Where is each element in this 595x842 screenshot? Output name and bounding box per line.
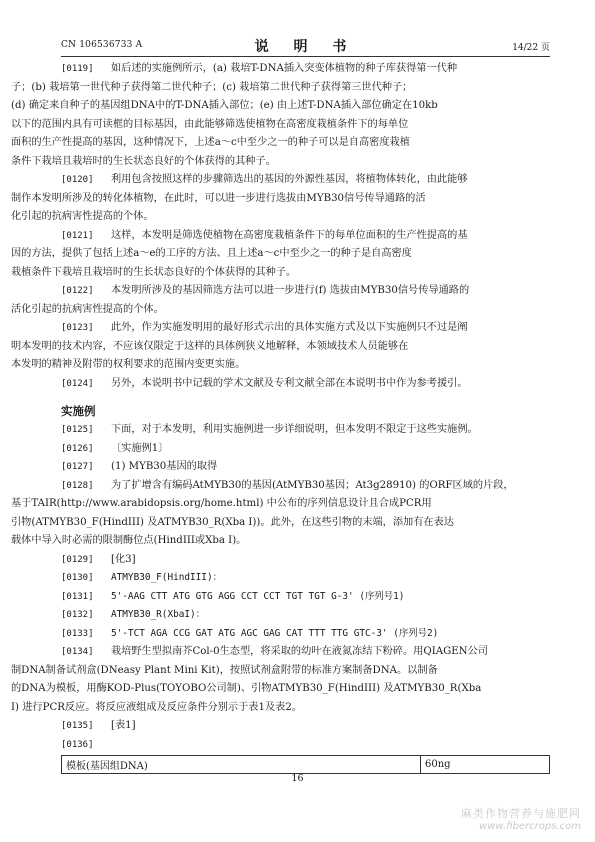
paragraph-text: 栽植条件下栽培且栽培时的生长状态良好的个体获得的其种子。 [11, 266, 297, 278]
paragraph-continuation [11, 190, 550, 209]
paragraph-text: 引物(ATMYB30_F(HindIII) 及ATMYB30_R(Xba I))。此外，在这些引物的末端，添加有在表达 [11, 516, 454, 528]
paragraph-text: 这样，本发明是筛选使植物在高密度栽植条件下的每单位面积的生产性提高的基 [111, 229, 468, 241]
paragraph-continuation [11, 680, 550, 699]
paragraph-text: 基于TAIR(http://www.arabidopsis.org/home.html) 中公布的序列信息设计且合成PCR用 [11, 498, 432, 509]
paragraph-number: [0123] [61, 323, 94, 333]
paragraph-continuation [11, 495, 550, 514]
paragraph-number: [0132] [61, 610, 94, 620]
paragraph-text: 此外，作为实施发明用的最好形式示出的具体实施方式及以下实施例只不过是阐 [111, 322, 468, 333]
page-number: 16 [291, 773, 304, 784]
paragraph-number: [0130] [61, 573, 94, 583]
paragraph-number: [0126] [61, 443, 94, 454]
section-title: 实施例 [61, 404, 96, 418]
paragraph-number: [0120] [61, 175, 94, 185]
paragraph-continuation [11, 338, 550, 357]
paragraph-continuation [11, 662, 550, 681]
paragraph-text: 子；(b) 栽培第一世代种子获得第二世代种子；(c) 栽培第二世代种子获得第三世代种子； [11, 81, 413, 93]
paragraph [61, 643, 550, 662]
paragraph-number: [0119] [61, 64, 94, 74]
paragraph-text: 如后述的实施例所示，(a) 栽培T-DNA插入突变体植物的种子库获得第一代种 [111, 63, 458, 74]
paragraph-text: 面积的生产性提高的基因，这种情况下，上述a～c中至少之一的种子可以是自高密度栽植 [11, 137, 410, 148]
paragraph-text: (d) 确定来自种子的基因组DNA中的T-DNA插入部位；(e) 由上述T-DNA插入部位确定在10kb [11, 100, 438, 111]
paragraph-number: [0136] [61, 739, 94, 750]
paragraph [61, 282, 550, 301]
paragraph [61, 421, 550, 440]
paragraph [61, 606, 550, 625]
paragraph [61, 227, 550, 246]
paragraph-text: 为了扩增含有编码AtMYB30的基因(AtMYB30基因；At3g28910) 的ORF区域的片段， [111, 479, 514, 491]
paragraph-continuation [11, 699, 550, 718]
paragraph-text: I) 进行PCR反应。将反应液组成及反应条件分别示于表1及表2。 [11, 701, 303, 713]
paragraph-text: 以下的范围内具有可读框的目标基因，由此能够筛选使植物在高密度栽植条件下的每单位 [11, 118, 409, 130]
paragraph [61, 551, 550, 570]
paragraph-text: 制DNA制备试剂盒(DNeasy Plant Mini Kit)，按照试剂盒附带的标准方案制备DNA。以制备 [11, 664, 438, 676]
paragraph-text [111, 736, 550, 755]
paragraph-text: 的DNA为模板，用酶KOD-Plus(TOYOBO公司制)、引物ATMYB30_F(HindIII) 及ATMYB30_R(Xba [11, 683, 482, 694]
paragraph-number: [0125] [61, 425, 94, 435]
paragraph-text: 活化引起的抗病害性提高的个体。 [11, 303, 164, 315]
paragraph-text: 因的方法，提供了包括上述a～e的工序的方法、且上述a～c中至少之一的种子是自高密度 [11, 248, 412, 259]
paragraph-continuation [11, 532, 550, 551]
paragraph-number: [0129] [61, 554, 94, 565]
paragraph-text: [化3] [111, 553, 136, 565]
paragraph-text: 载体中导入时必需的限制酶位点(HindIII或Xba I)。 [11, 535, 247, 546]
paragraph-text: 明本发明的技术内容，不应该仅限定于这样的具体例狭义地解释，本领域技术人员能够在 [11, 340, 409, 352]
header-divider [61, 56, 550, 57]
paragraph [61, 375, 550, 394]
table-cell-value: 60ng [421, 756, 550, 774]
paragraph-continuation [11, 208, 550, 227]
paragraph-continuation [11, 97, 550, 116]
paragraph-text: 本发明的精神及附带的权利要求的范围内变更实施。 [11, 359, 246, 370]
table-cell-label: 模板(基因组DNA) [62, 756, 421, 774]
paragraph [61, 60, 550, 79]
table-row [62, 756, 550, 774]
paragraph [61, 458, 550, 477]
paragraph-text: ATMYB30_R(XbaI)： [111, 609, 206, 620]
paragraph-text: 栽培野生型拟南芥Col-0生态型，将采取的幼叶在液氮冻结下粉碎。用QIAGEN公司 [111, 646, 488, 657]
paragraph-continuation [11, 153, 550, 172]
paragraph-text: 5'-TCT AGA CCG GAT ATG AGC GAG CAT TTT TTG GTC-3' (序列号2) [111, 627, 439, 639]
paragraph-group-bottom [11, 421, 550, 754]
paragraph [61, 625, 550, 644]
paragraph [61, 319, 550, 338]
document-title: 说 明 书 [254, 39, 357, 55]
paragraph-number: [0128] [61, 480, 94, 491]
page-info: 14/22 页 [512, 43, 550, 53]
paragraph-number: [0134] [61, 647, 94, 657]
paragraph-number: [0124] [61, 378, 94, 389]
table-1 [61, 755, 550, 774]
document-body [11, 60, 550, 774]
paragraph-number: [0131] [61, 591, 94, 602]
paragraph-continuation [11, 79, 550, 98]
paragraph-continuation [11, 514, 550, 533]
paragraph-text: 〔实施例1〕 [111, 442, 169, 454]
paragraph-text: 5'-AAG CTT ATG GTG AGG CCT CCT TGT TGT G-3' (序列号1) [111, 590, 405, 602]
paragraph-text: 另外，本说明书中记载的学术文献及专利文献全部在本说明书中作为参考援引。 [111, 377, 468, 389]
paragraph [61, 171, 550, 190]
paragraph-number: [0121] [61, 230, 94, 241]
paragraph-text: 条件下栽培且栽培时的生长状态良好的个体获得的其种子。 [11, 155, 276, 167]
paragraph-number: [0135] [61, 721, 94, 731]
paragraph [61, 477, 550, 496]
paragraph-number: [0127] [61, 462, 94, 472]
watermark-url: www.fibercrops.com [479, 821, 581, 832]
patent-number: CN 106536733 A [61, 40, 143, 50]
paragraph-text: 化引起的抗病害性提高的个体。 [11, 211, 154, 222]
paragraph-text: 利用包含按照这样的步骤筛选出的基因的外源性基因，将植物体转化，由此能够 [111, 174, 468, 185]
paragraph-continuation [11, 134, 550, 153]
paragraph [61, 440, 550, 459]
paragraph-number: [0133] [61, 628, 94, 639]
paragraph-continuation [11, 116, 550, 135]
paragraph-text: 制作本发明所涉及的转化体植物，在此时，可以进一步进行选拔由MYB30信号传导通路的活 [11, 192, 426, 204]
paragraph-number: [0122] [61, 286, 94, 296]
paragraph-text: 下面，对于本发明，利用实施例进一步详细说明，但本发明不限定于这些实施例。 [111, 424, 478, 435]
paragraph-text: [表1] [111, 720, 136, 731]
paragraph-text: 本发明所涉及的基因筛选方法可以进一步进行(f) 选拔由MYB30信号传导通路的 [111, 285, 470, 296]
watermark-text: 麻类作物营养与施肥网 [461, 807, 581, 820]
watermark [461, 805, 581, 832]
paragraph [61, 569, 550, 588]
paragraph [61, 588, 550, 607]
paragraph-group-top [11, 60, 550, 393]
page-header [61, 36, 550, 56]
paragraph-continuation [11, 264, 550, 283]
paragraph [61, 717, 550, 736]
paragraph-continuation [11, 301, 550, 320]
paragraph-continuation [11, 356, 550, 375]
paragraph-text: ATMYB30_F(HindIII)： [111, 572, 222, 583]
paragraph [61, 736, 550, 755]
paragraph-continuation [11, 245, 550, 264]
paragraph-text: (1) MYB30基因的取得 [111, 461, 218, 472]
